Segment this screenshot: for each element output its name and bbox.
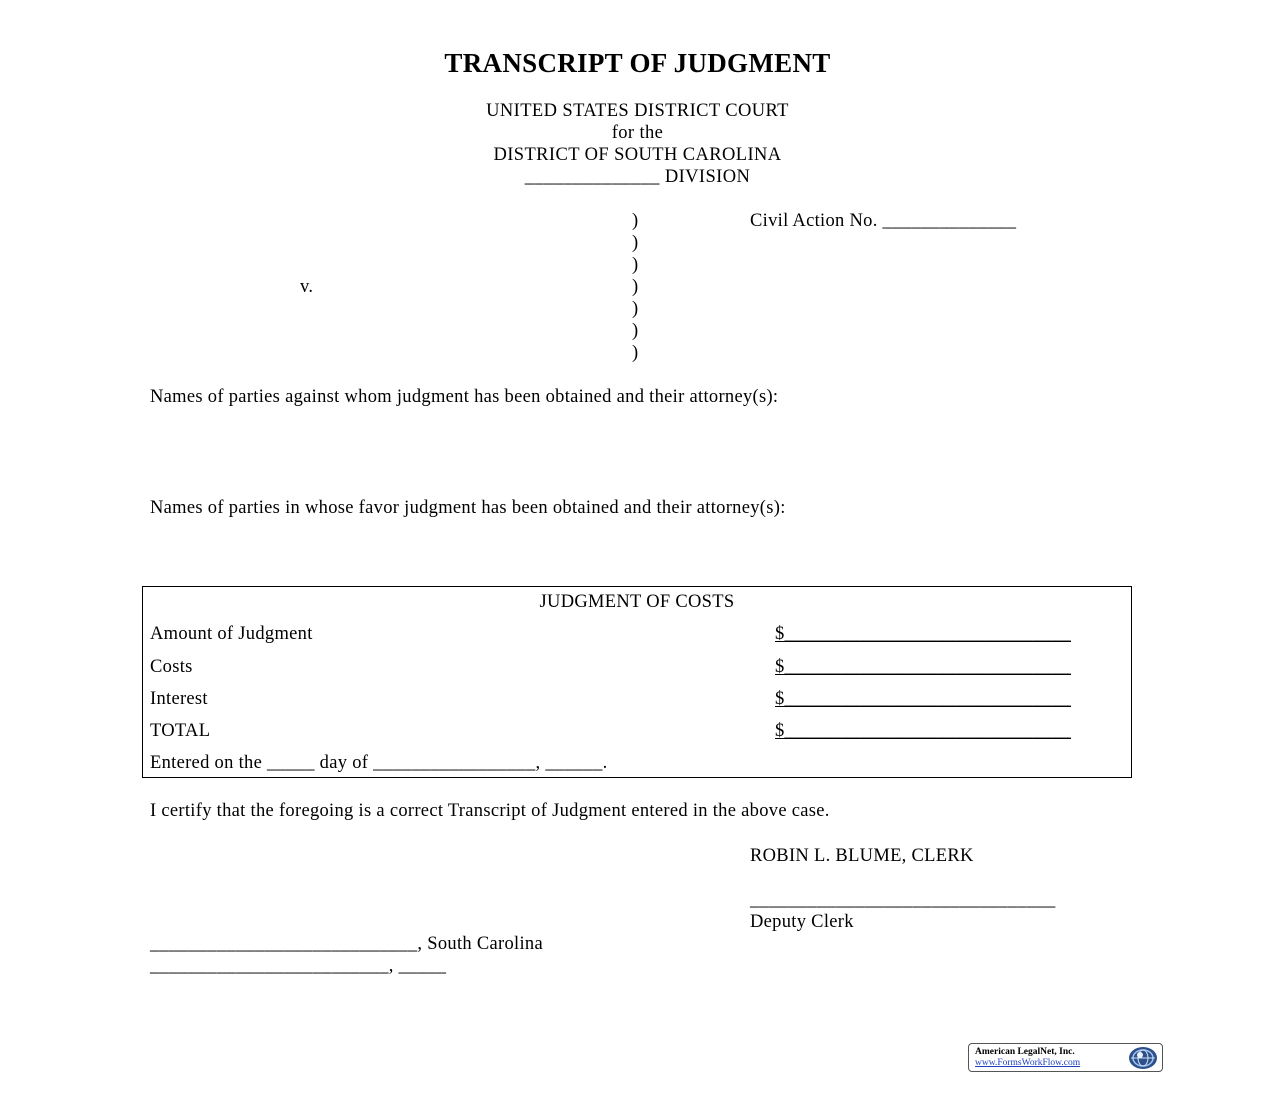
interest-field[interactable]: $______________________________ [775,689,1072,709]
costs-row-label: Interest [150,689,208,709]
entered-on-line: Entered on the _____ day of _________________, ______. [150,753,608,773]
caption-paren: ) [632,299,639,319]
clerk-name: ROBIN L. BLUME, CLERK [750,846,974,866]
caption-paren: ) [632,233,639,253]
caption-paren: ) [632,211,639,231]
court-division: ______________ DIVISION [524,167,751,187]
deputy-clerk-label: Deputy Clerk [750,912,854,932]
caption-paren: ) [632,255,639,275]
date-line: _________________________, _____ [150,956,447,976]
certification-statement: I certify that the foregoing is a correct Transcript of Judgment entered in the above case. [150,801,830,821]
total-field[interactable]: $______________________________ [775,721,1072,741]
american-legalnet-logo[interactable] [968,1043,1163,1072]
caption-paren: ) [632,277,639,297]
civil-action-number: Civil Action No. ______________ [750,211,1017,231]
document-title: TRANSCRIPT OF JUDGMENT [444,48,831,78]
court-for-the: for the [611,123,664,143]
logo-company-name: American LegalNet, Inc. [975,1047,1075,1057]
parties-favor-label: Names of parties in whose favor judgment has been obtained and their attorney(s): [150,498,786,518]
caption-paren: ) [632,343,639,363]
amount-of-judgment-field[interactable]: $______________________________ [775,624,1072,644]
costs-row-label: Amount of Judgment [150,624,313,644]
city-line: ____________________________, South Carolina [150,934,543,954]
court-name: UNITED STATES DISTRICT COURT [486,101,789,121]
logo-website-link[interactable]: www.FormsWorkFlow.com [975,1058,1081,1068]
court-district: DISTRICT OF SOUTH CAROLINA [493,145,782,165]
costs-row-label: Costs [150,657,193,677]
globe-icon [1127,1046,1159,1070]
judgment-of-costs-table [142,586,1132,778]
costs-row-label: TOTAL [150,721,211,741]
costs-heading: JUDGMENT OF COSTS [539,592,735,612]
signature-line: ________________________________ [750,890,1056,910]
costs-field[interactable]: $______________________________ [775,657,1072,677]
caption-versus: v. [300,277,314,297]
caption-paren: ) [632,321,639,341]
parties-against-label: Names of parties against whom judgment has been obtained and their attorney(s): [150,387,779,407]
